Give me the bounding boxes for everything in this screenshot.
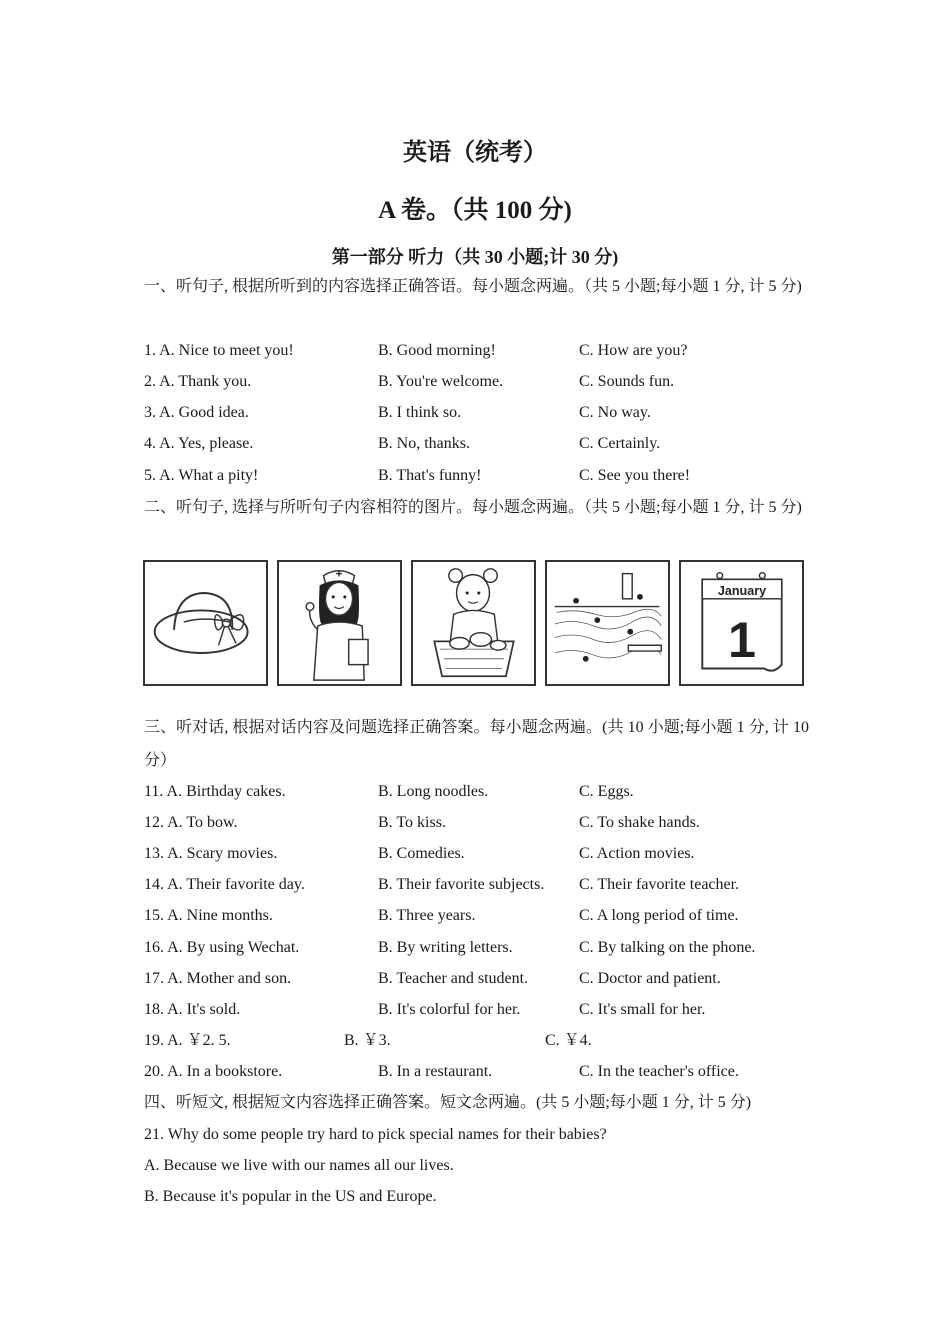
option-a: 2. A. Thank you. <box>144 373 252 390</box>
question-row <box>144 1031 824 1051</box>
option-c: C. No way. <box>579 404 651 421</box>
option-a: 5. A. What a pity! <box>144 467 259 484</box>
part-heading: 第一部分 听力（共 30 小题;计 30 分) <box>331 247 619 267</box>
question-row <box>144 341 824 361</box>
option-a: 11. A. Birthday cakes. <box>144 783 286 800</box>
section4-instruction: 四、听短文, 根据短文内容选择正确答案。短文念两遍。(共 5 小题;每小题 1 分, 计 5 分) <box>144 1094 752 1111</box>
option-a: 15. A. Nine months. <box>144 907 273 924</box>
option-c: C. See you there! <box>579 467 691 484</box>
question-row <box>144 403 824 423</box>
option-c: C. To shake hands. <box>579 814 700 831</box>
option-a: 3. A. Good idea. <box>144 404 249 421</box>
calendar-day: 1 <box>727 610 756 668</box>
option-b: B. No, thanks. <box>378 435 470 452</box>
option-b: B. Comedies. <box>378 845 465 862</box>
question-row <box>144 372 824 392</box>
option-b: B. Long noodles. <box>378 783 489 800</box>
nurse-icon <box>277 560 402 686</box>
option-c: C. ￥4. <box>545 1032 592 1049</box>
option-c: C. A long period of time. <box>579 907 739 924</box>
option-a: 16. A. By using Wechat. <box>144 939 300 956</box>
option-b: B. Good morning! <box>378 342 496 359</box>
option-b: B. You're welcome. <box>378 373 504 390</box>
question-row <box>144 813 824 833</box>
exam-subtitle: A 卷。（共 100 分) <box>378 197 572 224</box>
option-b: B. Because it's popular in the US and Europe. <box>144 1188 437 1205</box>
option-a: 19. A. ￥2. 5. <box>144 1032 231 1049</box>
option-a: 20. A. In a bookstore. <box>144 1063 283 1080</box>
calendar-month: January <box>717 583 767 598</box>
section2-instruction: 二、听句子, 选择与所听句子内容相符的图片。每小题念两遍。（共 5 小题;每小题 1 分, 计 5 分) <box>144 499 802 516</box>
option-c: C. Action movies. <box>579 845 695 862</box>
option-c: C. It's small for her. <box>579 1001 706 1018</box>
question-row <box>144 782 824 802</box>
option-c: C. In the teacher's office. <box>579 1063 739 1080</box>
option-a: A. Because we live with our names all our lives. <box>144 1157 454 1174</box>
question-21: 21. Why do some people try hard to pick special names for their babies? <box>144 1126 607 1143</box>
option-c: C. Certainly. <box>579 435 661 452</box>
question-row <box>144 1062 824 1082</box>
option-c: C. Their favorite teacher. <box>579 876 740 893</box>
question-row <box>144 969 824 989</box>
option-a: 1. A. Nice to meet you! <box>144 342 294 359</box>
option-c: C. Eggs. <box>579 783 634 800</box>
picture-strip <box>143 560 805 688</box>
option-b: B. In a restaurant. <box>378 1063 493 1080</box>
option-c: C. By talking on the phone. <box>579 939 756 956</box>
option-a: 14. A. Their favorite day. <box>144 876 305 893</box>
option-b: B. That's funny! <box>378 467 482 484</box>
option-a: 17. A. Mother and son. <box>144 970 292 987</box>
option-a: 4. A. Yes, please. <box>144 435 254 452</box>
option-a: 18. A. It's sold. <box>144 1001 241 1018</box>
option-b: B. I think so. <box>378 404 462 421</box>
option-b: B. It's colorful for her. <box>378 1001 521 1018</box>
option-b: B. To kiss. <box>378 814 446 831</box>
option-a: 12. A. To bow. <box>144 814 238 831</box>
option-b: B. Their favorite subjects. <box>378 876 545 893</box>
swimming-pool-icon <box>545 560 670 686</box>
question-row <box>144 906 824 926</box>
exam-title: 英语（统考） <box>403 140 547 166</box>
option-c: C. Doctor and patient. <box>579 970 721 987</box>
section3-instruction: 三、听对话, 根据对话内容及问题选择正确答案。每小题念两遍。(共 10 小题;每小题 1 分, 计 10 分） <box>144 719 809 769</box>
option-b: B. ￥3. <box>344 1032 391 1049</box>
question-row <box>144 938 824 958</box>
option-a: 13. A. Scary movies. <box>144 845 278 862</box>
option-b: B. By writing letters. <box>378 939 513 956</box>
question-row <box>144 844 824 864</box>
girl-washing-dishes-icon <box>411 560 536 686</box>
hat-icon <box>143 560 268 686</box>
option-b: B. Teacher and student. <box>378 970 529 987</box>
calendar-icon <box>679 560 804 686</box>
option-c: C. Sounds fun. <box>579 373 675 390</box>
question-row <box>144 875 824 895</box>
question-row <box>144 434 824 454</box>
question-row <box>144 466 824 486</box>
section1-instruction: 一、听句子, 根据所听到的内容选择正确答语。每小题念两遍。（共 5 小题;每小题 1 分, 计 5 分) <box>144 278 802 295</box>
question-row <box>144 1000 824 1020</box>
option-c: C. How are you? <box>579 342 688 359</box>
option-b: B. Three years. <box>378 907 476 924</box>
